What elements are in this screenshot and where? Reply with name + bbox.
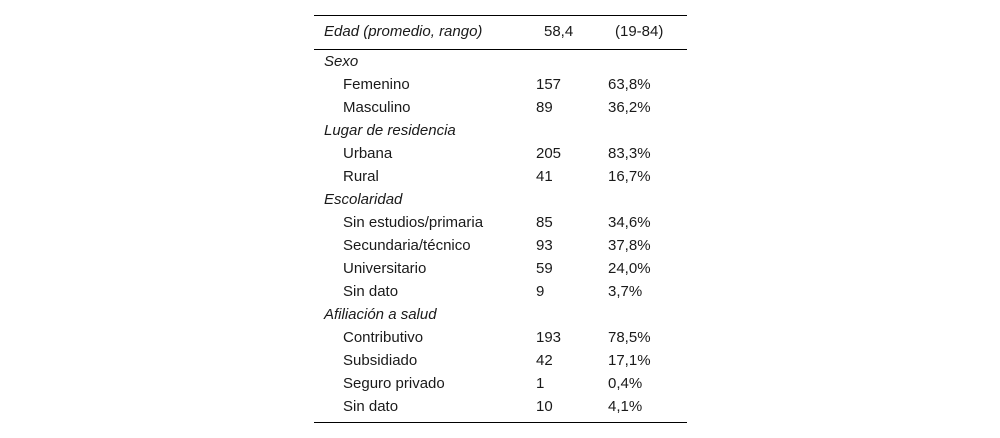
row-label: Urbana: [343, 145, 393, 162]
row-label: Secundaria/técnico: [343, 237, 471, 254]
row-percent: 4,1%: [608, 398, 643, 415]
row-label: Contributivo: [343, 329, 424, 346]
row-percent: 78,5%: [608, 329, 651, 346]
demographics-table: [314, 15, 687, 423]
row-label: Seguro privado: [343, 375, 445, 392]
row-label: Sin dato: [343, 283, 399, 300]
row-label: Rural: [343, 168, 379, 185]
table-row: [314, 73, 687, 96]
table-row: [314, 142, 687, 165]
row-percent: 24,0%: [608, 260, 651, 277]
row-count: 93: [536, 237, 553, 254]
row-percent: 36,2%: [608, 99, 651, 116]
table-row: [314, 234, 687, 257]
row-count: 59: [536, 260, 553, 277]
table-row: [314, 211, 687, 234]
header-range: (19-84): [615, 23, 664, 40]
row-label: Femenino: [343, 76, 410, 93]
row-percent: 16,7%: [608, 168, 651, 185]
table-row: [314, 395, 687, 418]
row-count: 41: [536, 168, 553, 185]
table-row: [314, 326, 687, 349]
group-heading-residencia: [314, 119, 687, 142]
row-count: 10: [536, 398, 553, 415]
row-count: 9: [536, 283, 545, 300]
group-title: Sexo: [324, 53, 359, 70]
table-header-row: [314, 16, 687, 47]
group-title: Escolaridad: [324, 191, 403, 208]
row-label: Sin estudios/primaria: [343, 214, 484, 231]
header-mean: 58,4: [544, 23, 574, 40]
header-label: Edad (promedio, rango): [324, 23, 483, 40]
table-row: [314, 349, 687, 372]
row-count: 89: [536, 99, 553, 116]
row-count: 1: [536, 375, 545, 392]
group-heading-escolaridad: [314, 188, 687, 211]
row-label: Universitario: [343, 260, 427, 277]
row-label: Sin dato: [343, 398, 399, 415]
group-heading-sexo: [314, 50, 687, 73]
row-count: 205: [536, 145, 562, 162]
row-count: 42: [536, 352, 553, 369]
row-label: Subsidiado: [343, 352, 418, 369]
row-percent: 83,3%: [608, 145, 651, 162]
row-percent: 63,8%: [608, 76, 651, 93]
group-heading-salud: [314, 303, 687, 326]
row-percent: 17,1%: [608, 352, 651, 369]
table-row: [314, 257, 687, 280]
row-count: 193: [536, 329, 562, 346]
table-row: [314, 165, 687, 188]
group-title: Afiliación a salud: [324, 306, 437, 323]
row-count: 85: [536, 214, 553, 231]
row-percent: 3,7%: [608, 283, 643, 300]
table-row: [314, 372, 687, 395]
row-count: 157: [536, 76, 562, 93]
row-percent: 34,6%: [608, 214, 651, 231]
table-body: [314, 50, 687, 422]
table-row: [314, 280, 687, 303]
row-label: Masculino: [343, 99, 411, 116]
row-percent: 0,4%: [608, 375, 643, 392]
group-title: Lugar de residencia: [324, 122, 456, 139]
table-row: [314, 96, 687, 119]
table-bottom-rule: [314, 422, 687, 423]
row-percent: 37,8%: [608, 237, 651, 254]
